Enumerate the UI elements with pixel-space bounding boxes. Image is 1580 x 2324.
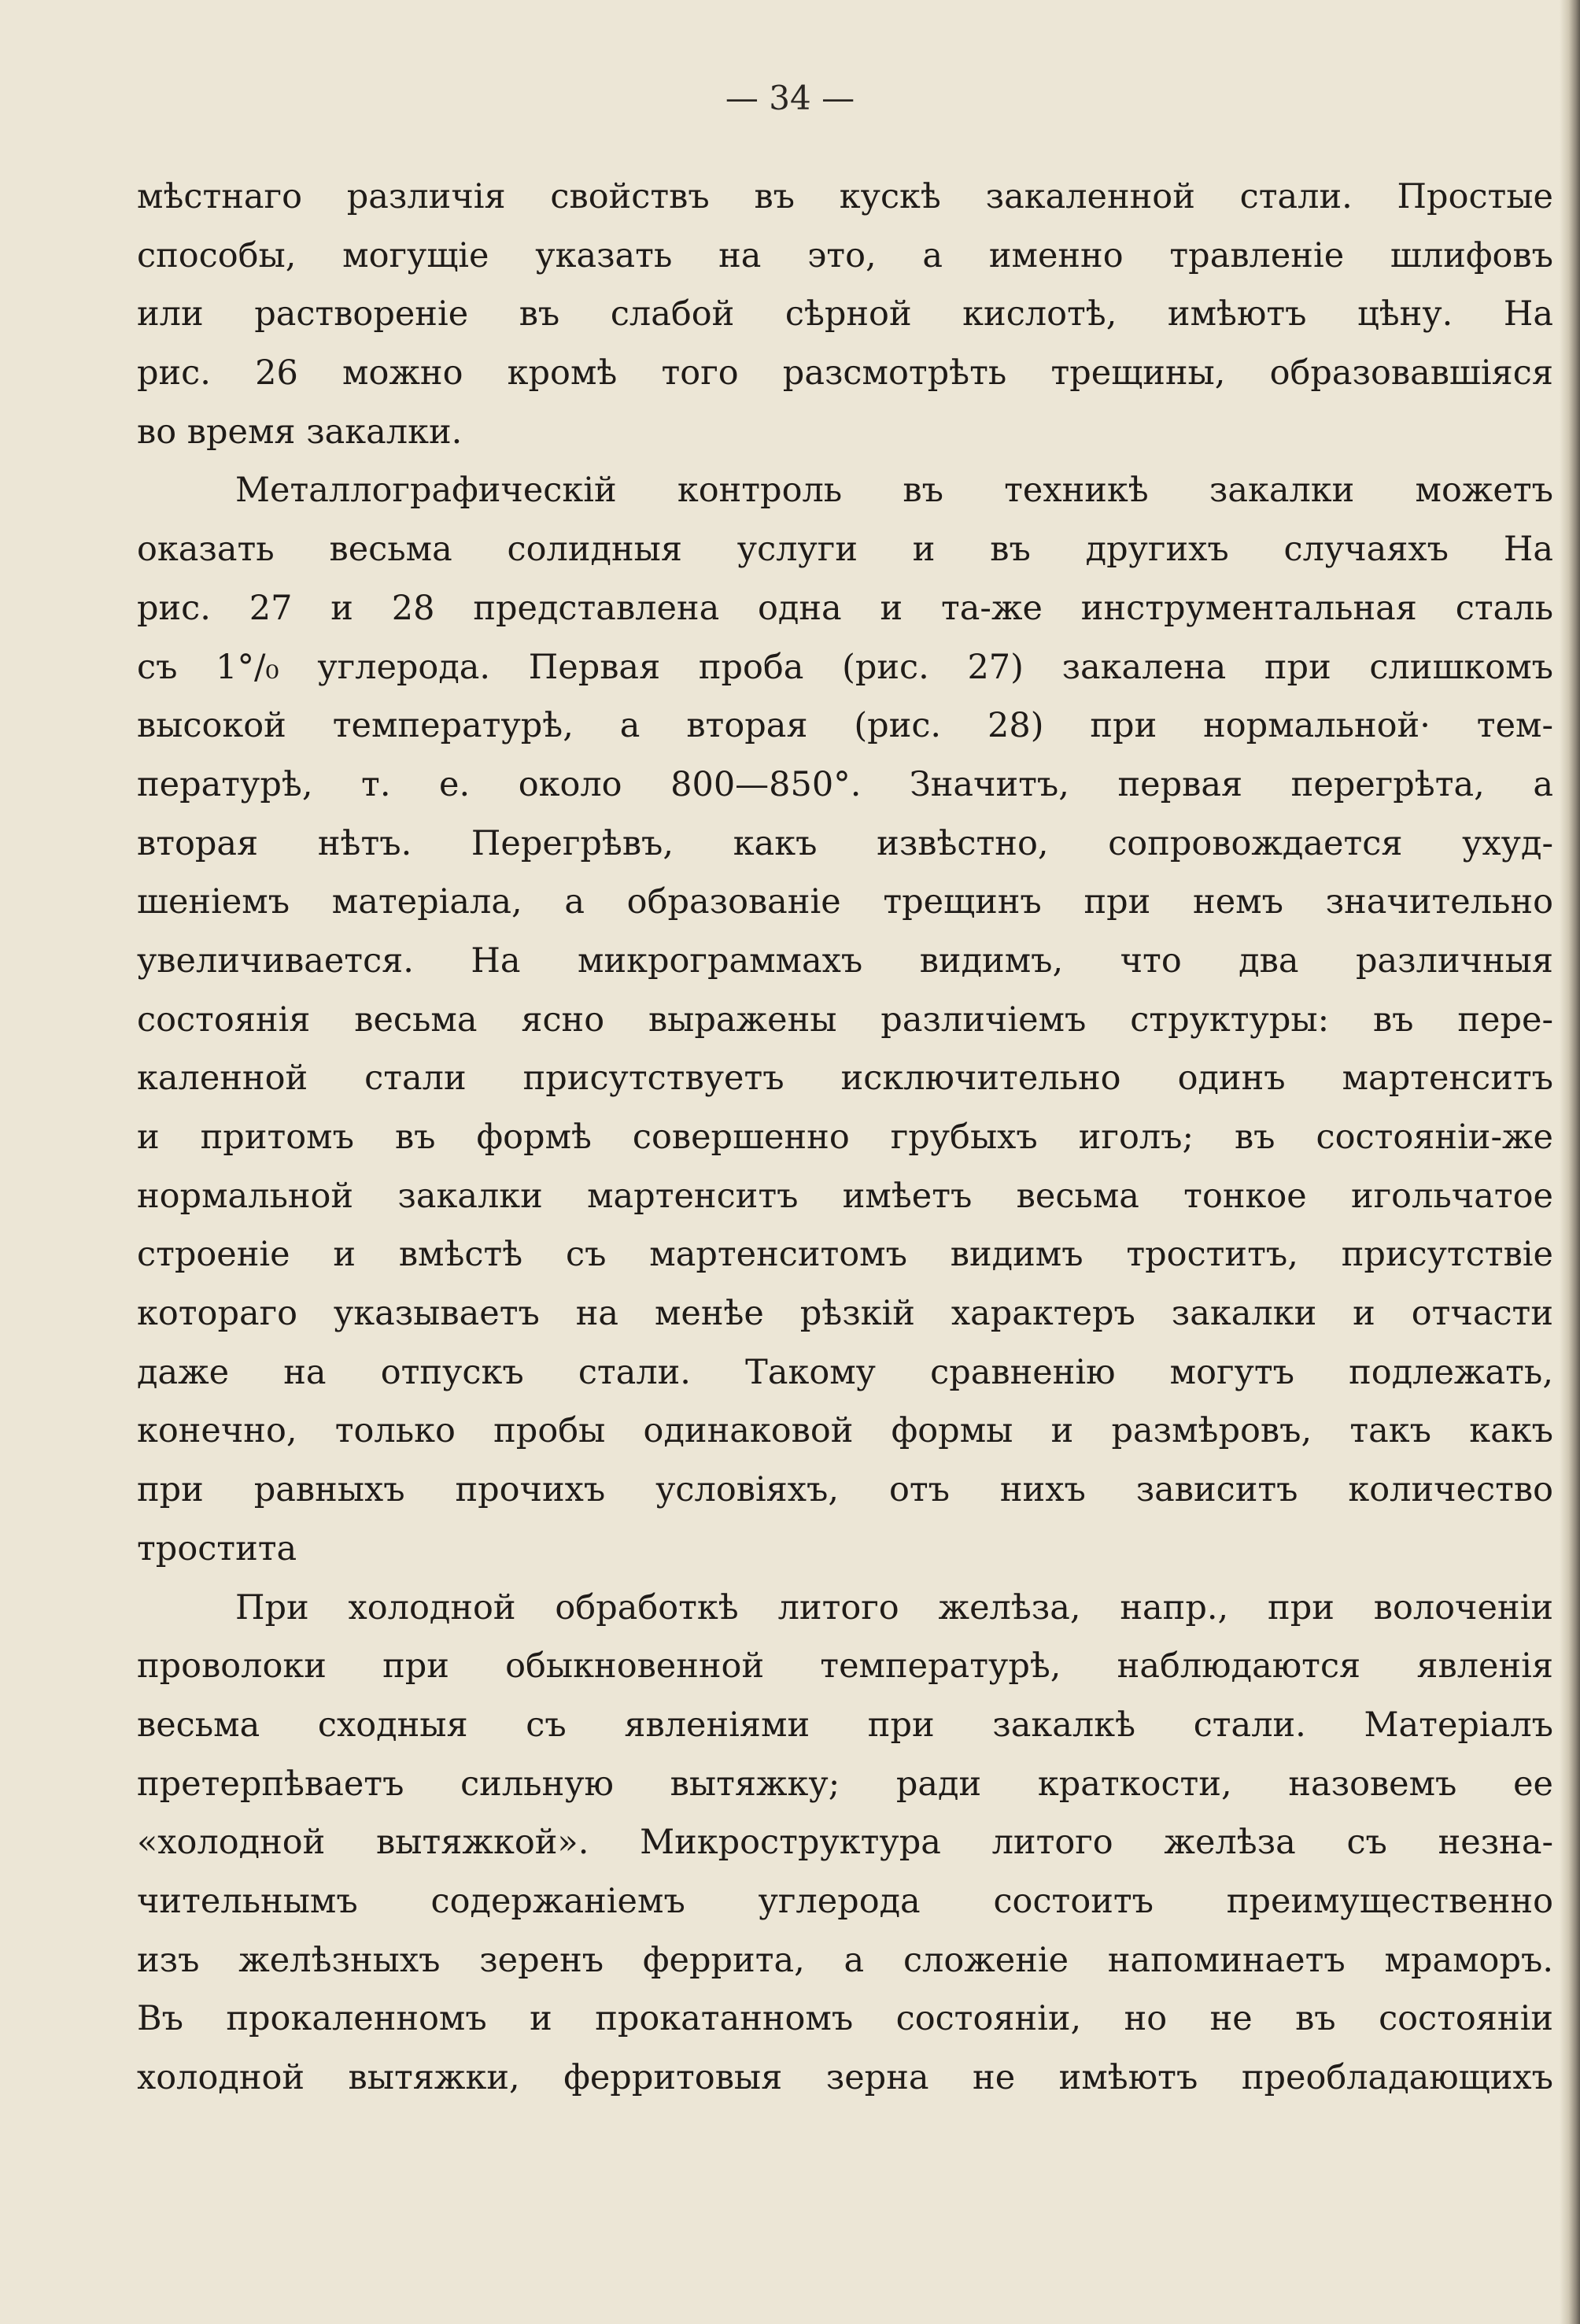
- text-line: Въ прокаленномъ и прокатанномъ состояніи, но не въ состояніи: [137, 1999, 1553, 2039]
- paragraph-2: [137, 461, 1553, 1578]
- text-line: Металлографическій контроль въ техникѣ закалки можетъ: [235, 471, 1553, 511]
- text-line: холодной вытяжки, ферритовыя зерна не имѣютъ преобладающихъ: [137, 2058, 1553, 2097]
- text-line: высокой температурѣ, а вторая (рис. 28) при нормальной· тем-: [137, 706, 1553, 746]
- text-line: конечно, только пробы одинаковой формы и размѣровъ, такъ какъ: [137, 1411, 1553, 1451]
- text-line: нормальной закалки мартенситъ имѣетъ весьма тонкое игольчатое: [137, 1176, 1553, 1216]
- paragraph-3: [137, 1579, 1553, 2108]
- text-line: увеличивается. На микрограммахъ видимъ, что два различныя: [137, 940, 1553, 981]
- text-line: оказать весьма солидныя услуги и въ другихъ случаяхъ На: [137, 530, 1553, 570]
- page-number: — 34 —: [725, 79, 855, 117]
- text-line: при равныхъ прочихъ условіяхъ, отъ нихъ зависитъ количество: [137, 1470, 1553, 1510]
- text-line: претерпѣваетъ сильную вытяжку; ради краткости, назовемъ ее: [137, 1764, 1553, 1804]
- text-line: весьма сходныя съ явленіями при закалкѣ стали. Матеріалъ: [137, 1705, 1553, 1745]
- text-line: рис. 26 можно кромѣ того разсмотрѣть трещины, образовавшіяся: [137, 353, 1553, 393]
- text-line: При холодной обработкѣ литого желѣза, напр., при волоченіи: [235, 1587, 1553, 1628]
- text-line: шеніемъ матеріала, а образованіе трещинъ при немъ значительно: [137, 882, 1553, 922]
- text-line: вторая нѣтъ. Перегрѣвъ, какъ извѣстно, сопровождается ухуд-: [137, 823, 1553, 863]
- text-line: мѣстнаго различія свойствъ въ кускѣ закаленной стали. Простые: [137, 177, 1553, 216]
- text-line: каленной стали присутствуетъ исключительно одинъ мартенситъ: [137, 1059, 1553, 1099]
- text-line: проволоки при обыкновенной температурѣ, наблюдаются явленія: [137, 1646, 1553, 1687]
- text-line: рис. 27 и 28 представлена одна и та-же инструментальная сталь: [137, 588, 1553, 628]
- text-line: изъ желѣзныхъ зеренъ феррита, а сложеніе напоминаетъ мраморъ.: [137, 1940, 1553, 1980]
- text-line: способы, могущіе указать на это, а именно травленіе шлифовъ: [137, 235, 1553, 275]
- text-line: съ 1°/₀ углерода. Первая проба (рис. 27) закалена при слишкомъ: [137, 647, 1553, 687]
- book-spine-shadow: [1560, 0, 1580, 2324]
- body-text: [137, 168, 1553, 2108]
- text-line: строеніе и вмѣстѣ съ мартенситомъ видимъ троститъ, присутствіе: [137, 1235, 1553, 1275]
- text-line: тростита: [137, 1528, 297, 1568]
- text-line: и притомъ въ формѣ совершенно грубыхъ иголъ; въ состояніи-же: [137, 1118, 1553, 1157]
- text-line: чительнымъ содержаніемъ углерода состоитъ преимущественно: [137, 1881, 1553, 1921]
- text-line: котораго указываетъ на менѣе рѣзкій характеръ закалки и отчасти: [137, 1294, 1553, 1334]
- paragraph-1: [137, 168, 1553, 461]
- text-line: пературѣ, т. е. около 800—850°. Значитъ, первая перегрѣта, а: [137, 764, 1553, 804]
- text-line: или раствореніе въ слабой сѣрной кислотѣ, имѣютъ цѣну. На: [137, 294, 1553, 334]
- text-line: состоянія весьма ясно выражены различіемъ структуры: въ пере-: [137, 999, 1553, 1040]
- text-line: «холодной вытяжкой». Микроструктура литого желѣза съ незна-: [137, 1823, 1553, 1863]
- text-line: даже на отпускъ стали. Такому сравненію могутъ подлежать,: [137, 1352, 1553, 1392]
- text-line: во время закалки.: [137, 412, 463, 452]
